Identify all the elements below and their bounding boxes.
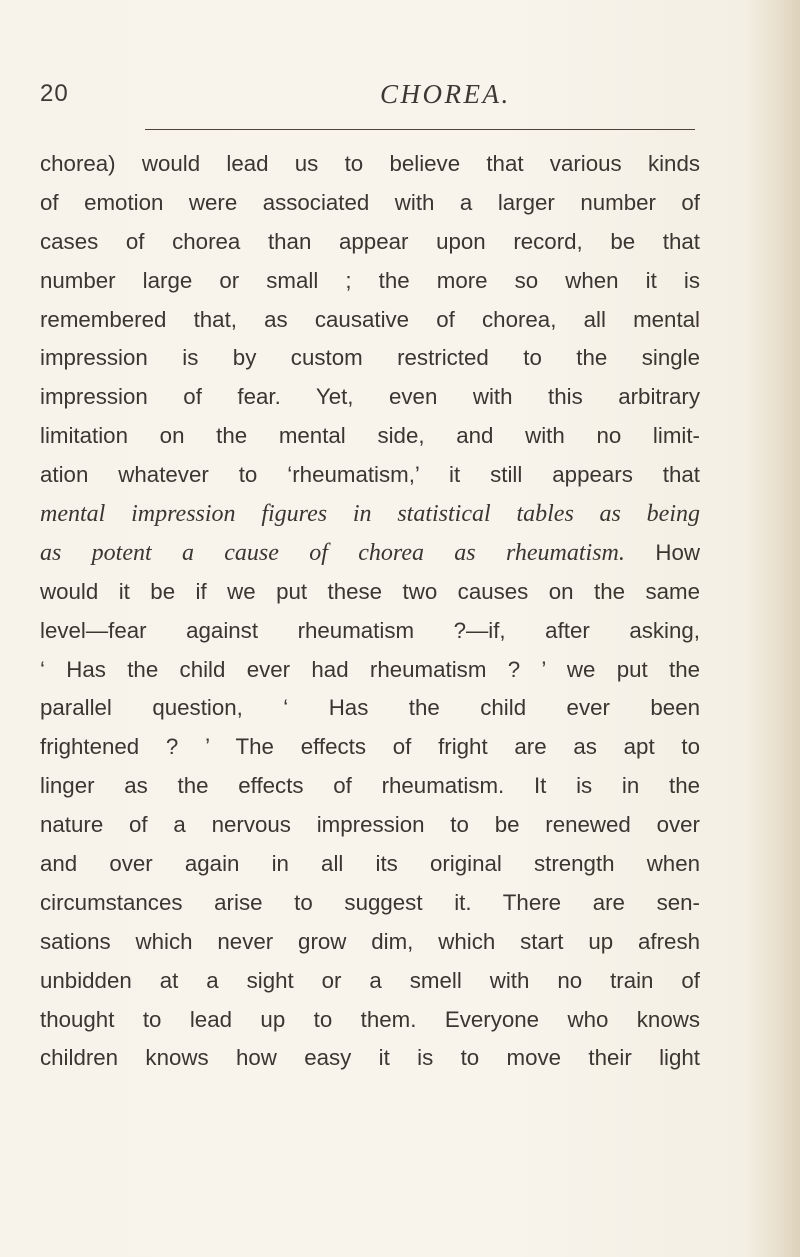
text-line: number large or small ; the more so when it is: [40, 267, 700, 293]
text-line: impression of fear. Yet, even with this arbitrary: [40, 384, 700, 410]
text-line: level—fear against rheumatism ?—if, after asking,: [40, 617, 700, 643]
text-line: remembered that, as causative of chorea, all mental: [40, 306, 700, 332]
text-line: thought to lead up to them. Everyone who knows: [40, 1006, 700, 1032]
text-line: and over again in all its original strength when: [40, 851, 700, 877]
text-line: would it be if we put these two causes on the same: [40, 578, 700, 604]
text-line: impression is by custom restricted to the single: [40, 345, 700, 371]
text-line: ation whatever to ‘rheumatism,’ it still appears that: [40, 462, 700, 488]
text-line-mixed: [40, 534, 700, 573]
text-line: sations which never grow dim, which start up afresh: [40, 928, 700, 954]
text-line-italic: mental impression figures in statistical tables as being: [40, 501, 700, 528]
text-line: chorea) would lead us to believe that various kinds: [40, 151, 700, 176]
text-line: nature of a nervous impression to be renewed over: [40, 812, 700, 838]
italic-phrase: as potent a cause of chorea as rheumatism.: [40, 539, 625, 566]
running-head: [40, 80, 760, 114]
text-line: limitation on the mental side, and with no limit-: [40, 423, 700, 449]
text-line: circumstances arise to suggest it. There are sen-: [40, 889, 700, 915]
text-line: frightened ? ’ The effects of fright are as apt to: [40, 734, 700, 760]
running-title: CHOREA.: [380, 79, 511, 109]
text-line: cases of chorea than appear upon record, be that: [40, 228, 700, 254]
text-line: parallel question, ‘ Has the child ever been: [40, 695, 700, 721]
text-line: linger as the effects of rheumatism. It is in the: [40, 773, 700, 799]
page-number: 20: [40, 80, 69, 107]
header-rule: [145, 129, 695, 130]
text-line: ‘ Has the child ever had rheumatism ? ’ we put the: [40, 656, 700, 682]
text-line: children knows how easy it is to move their light: [40, 1045, 700, 1071]
text-line: of emotion were associated with a larger number of: [40, 189, 700, 215]
body-text: [40, 145, 700, 1078]
text-line: unbidden at a sight or a smell with no train of: [40, 967, 700, 993]
line-tail: How: [655, 539, 700, 565]
